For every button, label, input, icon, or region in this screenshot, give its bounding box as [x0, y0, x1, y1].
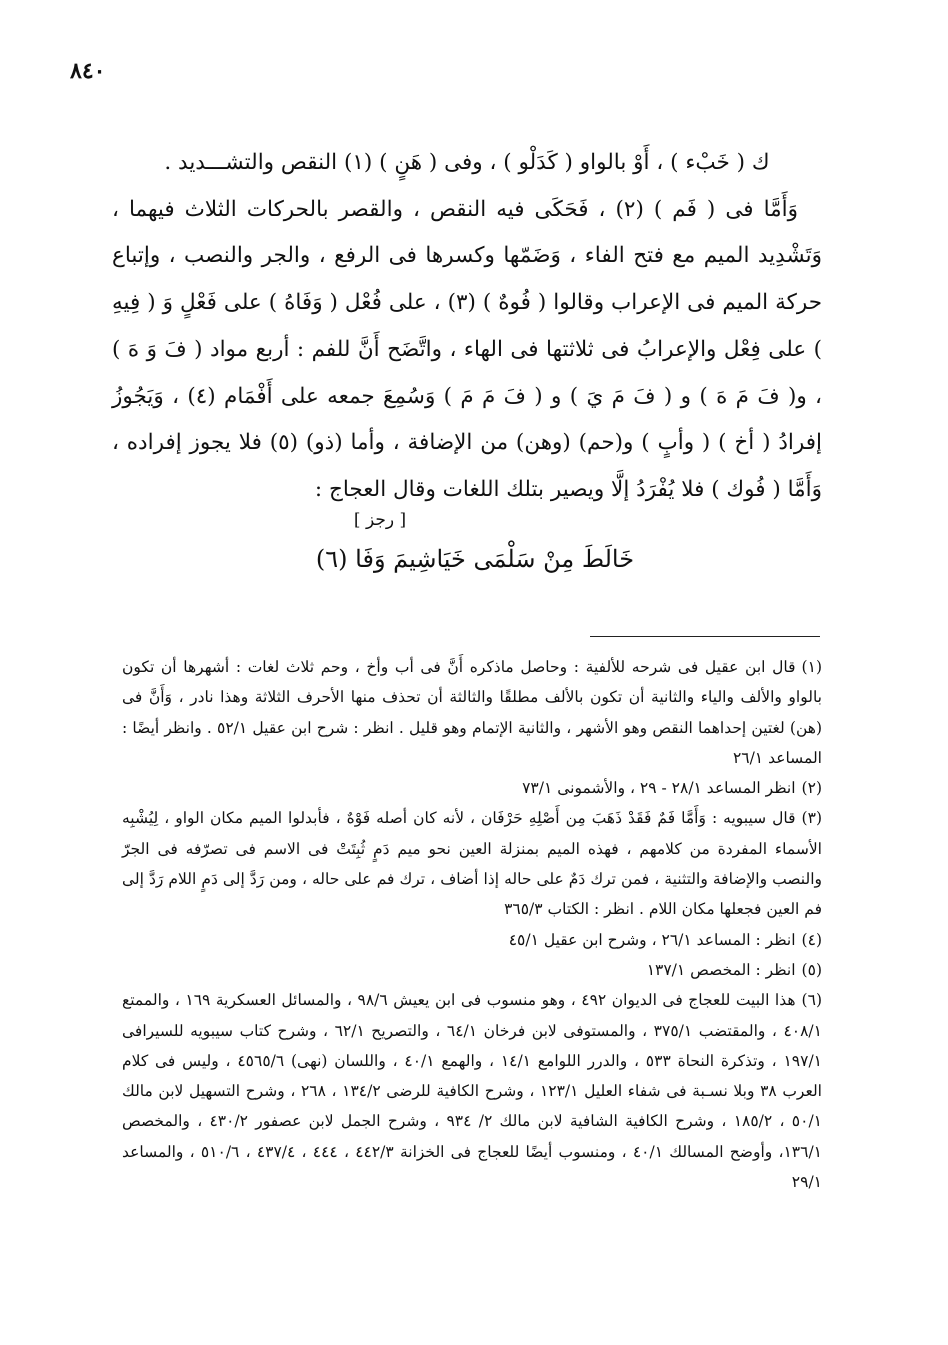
main-paragraph-1: ك ( خَبْء ) ، أَوْ بالواو ( كَدَلْو ) ، وفى ( هَنٍ ) (١) النقص والتشـــديد .: [164, 150, 770, 175]
footnote-1: [122, 652, 822, 773]
footnote-text: قال سيبويه : وَأَمَّا فَمٌ فَقَدْ ذَهَبَ مِن أَصْلِهِ حَرْفَان ، لأنه كان أصله فَوْهٌ ، فأبدلوا الميم مكان الواو ، لِيُشْبِه الأسماء المفردة من كلامهم ، فهذه الميم بمنزلة العين نحو ميم دَمٍ ثُبِتَتْ فى الاسم فى تصرّفه فى الجرّ والنصب والإضافة والتثنية ، فمن ترك دَمٌ على حاله إذا أضاف ، ترك فم على حاله ، ومن رَدَّ إلى دَمٍ اللام رَدَّ إلى فم العين فجعلها مكان اللام . انظر : الكتاب ٣٦٥/٣: [122, 809, 822, 919]
footnote-3: [122, 803, 822, 924]
page-number: ٨٤٠: [70, 58, 106, 84]
footnote-6: [122, 985, 822, 1197]
main-text: [112, 140, 822, 514]
footnote-2: [122, 773, 822, 803]
footnote-text: هذا البيت للعجاج فى الديوان ٤٩٢ ، وهو منسوب فى ابن يعيش ٩٨/٦ ، والمسائل العسكرية ١٦٩ ، والممتع ٤٠٨/١ ، والمقتضب ٣٧٥/١ ، والمستوفى لابن فرخان ٦٤/١ ، والتصريح ٦٢/١ ، وشرح كتاب سيبويه للسيرافى ١٩٧/١ ، وتذكرة النحاة ٥٣٣ ، والدرر اللوامع ١٤/١ ، والهمع ٤٠/١ ، واللسان (نهى) ٤٥٦٥/٦ ، وليس فى كلام العرب ٣٨ وبلا نسـبة فى شفاء العليل ١٢٣/١ ، وشرح الكافية للرضى ١٣٤/٢ ، ٢٦٨ ، وشرح التسهيل لابن مالك ٥٠/١ ، ١٨٥/٢ ، وشرح الكافية الشافية لابن مالك ٢/ ٩٣٤ ، وشرح الجمل لابن عصفور ٤٣٠/٢ ، والمخصص ١٣٦/١، وأوضح المسالك ٤٠/١ ، ومنسوب أيضًا للعجاج فى الخزانة ٤٤٢/٣ ، ٤٤٤ ، ٤٣٧/٤ ، ٥١٠/٦ ، والمساعد ٢٩/١: [122, 991, 822, 1192]
footnote-number: (٦): [801, 991, 822, 1010]
footnote-5: [122, 955, 822, 985]
footnotes: [122, 652, 822, 1197]
footnote-number: (٥): [801, 960, 822, 979]
footnote-number: (٤): [801, 930, 822, 949]
footnote-divider: [590, 636, 820, 637]
footnote-text: قال ابن عقيل فى شرحه للألفية : وحاصل ماذكره أَنَّ فى أب وأخ ، وحم ثلاث لغات : أشهرها أن تكون بالواو والألف والياء والثانية أن تكون بالألف مطلقًا والثالثة أن تحذف منها الأحرف الثلاثة وهذا نادر ، وَأَنَّ فى (هن) لغتين إحداهما النقص وهو الأشهر ، والثانية الإتمام وهو قليل . انظر : شرح ابن عقيل ٥٢/١ . وانظر أيضًا : المساعد ٢٦/١: [122, 658, 822, 767]
footnote-text: انظر المساعد ٢٨/١ - ٢٩ ، والأشمونى ٧٣/١: [522, 779, 796, 798]
verse-line: خَالَطَ مِنْ سَلْمَى خَيَاشِيمَ وَفَا (٦): [315, 545, 635, 573]
footnote-number: (٢): [801, 779, 822, 798]
footnote-text: انظر : المساعد ٢٦/١ ، وشرح ابن عقيل ٤٥/١: [508, 930, 796, 949]
verse-meter: [ رجز ]: [353, 510, 407, 530]
footnote-text: انظر : المخصص ١٣٧/١: [646, 960, 796, 979]
footnote-number: (٣): [801, 809, 822, 828]
footnote-4: [122, 925, 822, 955]
main-paragraph-2: وَأَمَّا فى ( فَم ) (٢) ، فَحَكَى فيه النقص ، والقصر بالحركات الثلاث فيهما ، وَتَشْدِيد الميم مع فتح الفاء ، وَضَمّها وكسرها فى الرفع ، والجر والنصب ، وإتباع حركة الميم فى الإعراب وقالوا ( فُوهٌ ) (٣) ، على فُعْل ( وَفَاهُ ) على فَعْلٍ وَ ( فِيهِ ) على فِعْل والإعرابُ فى ثلاثتها فى الهاء ، واتَّضَح أَنَّ للفم : أربع مواد ( فَ وَ هَ ) ، و( فَ مَ هَ ) و ( فَ مَ يَ ) و ( فَ مَ مَ ) وَسُمِعَ جمعه على أَفْمَام (٤) ، وَيَجُوزُ إفرادُ ( أخ ) ( وأبٍ ) و(حم) (وهن) من الإضافة ، وأما (ذو) (٥) فلا يجوز إفراده ، وَأَمَّا ( فُوك ) فلا يُفْرَدُ إلَّا ويصير بتلك اللغات وقال العجاج :: [112, 196, 822, 502]
footnote-number: (١): [801, 658, 822, 676]
